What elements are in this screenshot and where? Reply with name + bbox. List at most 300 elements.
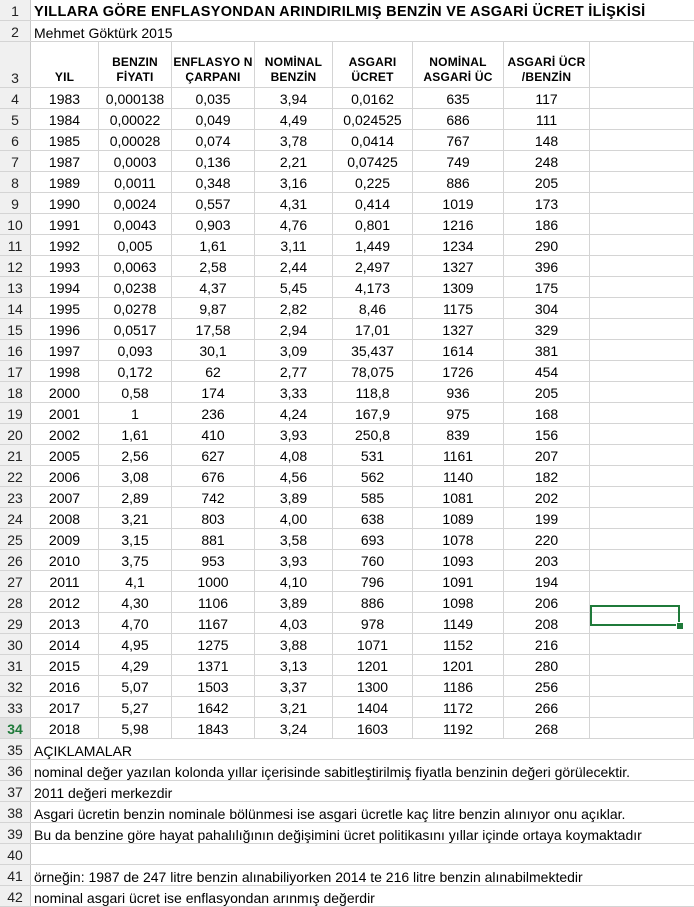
row-header[interactable]: 21 <box>0 445 31 465</box>
sheet-row[interactable] <box>0 109 694 130</box>
row-header[interactable]: 23 <box>0 487 31 507</box>
data-cell[interactable]: 1,61 <box>172 235 255 255</box>
data-cell[interactable]: 4,76 <box>255 214 333 234</box>
data-cell[interactable]: 0,00022 <box>99 109 172 129</box>
row-header[interactable]: 32 <box>0 676 31 696</box>
sheet-row[interactable] <box>0 193 694 214</box>
empty-cell[interactable] <box>590 235 694 255</box>
data-cell[interactable]: 205 <box>504 172 590 192</box>
data-cell[interactable]: 0,225 <box>333 172 413 192</box>
data-cell[interactable]: 742 <box>172 487 255 507</box>
year-cell[interactable]: 2007 <box>31 487 99 507</box>
empty-cell[interactable] <box>590 151 694 171</box>
data-cell[interactable]: 0,0162 <box>333 88 413 108</box>
data-cell[interactable]: 0,0024 <box>99 193 172 213</box>
row-header[interactable]: 20 <box>0 424 31 444</box>
empty-cell[interactable] <box>590 718 694 738</box>
data-cell[interactable]: 531 <box>333 445 413 465</box>
data-cell[interactable]: 936 <box>413 382 504 402</box>
row-header[interactable]: 1 <box>0 0 31 20</box>
data-cell[interactable]: 2,94 <box>255 319 333 339</box>
data-cell[interactable]: 4,03 <box>255 613 333 633</box>
data-cell[interactable]: 4,00 <box>255 508 333 528</box>
data-cell[interactable]: 17,01 <box>333 319 413 339</box>
data-cell[interactable]: 3,89 <box>255 487 333 507</box>
data-cell[interactable]: 1081 <box>413 487 504 507</box>
sheet-row[interactable] <box>0 487 694 508</box>
data-cell[interactable]: 4,1 <box>99 571 172 591</box>
year-cell[interactable]: 2001 <box>31 403 99 423</box>
data-cell[interactable]: 0,0278 <box>99 298 172 318</box>
row-header[interactable]: 18 <box>0 382 31 402</box>
row-header[interactable]: 15 <box>0 319 31 339</box>
data-cell[interactable]: 1,61 <box>99 424 172 444</box>
year-cell[interactable]: 2012 <box>31 592 99 612</box>
data-cell[interactable]: 4,49 <box>255 109 333 129</box>
data-cell[interactable]: 0,07425 <box>333 151 413 171</box>
data-cell[interactable]: 1 <box>99 403 172 423</box>
empty-cell[interactable] <box>590 424 694 444</box>
data-cell[interactable]: 208 <box>504 613 590 633</box>
sheet-row[interactable] <box>0 718 694 739</box>
data-cell[interactable]: 562 <box>333 466 413 486</box>
note-text[interactable]: örneğin: 1987 de 247 litre benzin alınabiliyorken 2014 te 216 litre benzin alınabilmektedir <box>34 869 583 885</box>
data-cell[interactable]: 4,173 <box>333 277 413 297</box>
sheet-row[interactable] <box>0 172 694 193</box>
row-header[interactable]: 13 <box>0 277 31 297</box>
sheet-title[interactable]: YILLARA GÖRE ENFLASYONDAN ARINDIRILMIŞ BENZİN VE ASGARİ ÜCRET İLİŞKİSİ <box>34 4 646 20</box>
data-cell[interactable]: 4,29 <box>99 655 172 675</box>
data-cell[interactable]: 290 <box>504 235 590 255</box>
data-cell[interactable]: 803 <box>172 508 255 528</box>
note-text[interactable]: nominal değer yazılan kolonda yıllar içerisinde sabitleştirilmiş fiyatla benzinin değeri görülecektir. <box>34 764 631 780</box>
data-cell[interactable]: 410 <box>172 424 255 444</box>
year-cell[interactable]: 1993 <box>31 256 99 276</box>
data-cell[interactable]: 148 <box>504 130 590 150</box>
sheet-row[interactable] <box>0 340 694 361</box>
data-cell[interactable]: 3,08 <box>99 466 172 486</box>
row-header[interactable]: 35 <box>0 739 31 759</box>
row-header[interactable]: 4 <box>0 88 31 108</box>
data-cell[interactable]: 17,58 <box>172 319 255 339</box>
data-cell[interactable]: 236 <box>172 403 255 423</box>
data-cell[interactable]: 0,801 <box>333 214 413 234</box>
data-cell[interactable]: 0,557 <box>172 193 255 213</box>
data-cell[interactable]: 118,8 <box>333 382 413 402</box>
empty-cell[interactable] <box>590 571 694 591</box>
data-cell[interactable]: 978 <box>333 613 413 633</box>
data-cell[interactable]: 0,049 <box>172 109 255 129</box>
sheet-row[interactable] <box>0 550 694 571</box>
data-cell[interactable]: 4,30 <box>99 592 172 612</box>
data-cell[interactable]: 2,82 <box>255 298 333 318</box>
empty-cell[interactable] <box>590 172 694 192</box>
data-cell[interactable]: 676 <box>172 466 255 486</box>
year-cell[interactable]: 1983 <box>31 88 99 108</box>
row-header[interactable]: 34 <box>0 718 31 738</box>
row-header[interactable]: 17 <box>0 361 31 381</box>
data-cell[interactable]: 5,27 <box>99 697 172 717</box>
row-header[interactable]: 16 <box>0 340 31 360</box>
row-header[interactable]: 3 <box>0 42 31 87</box>
data-cell[interactable]: 1078 <box>413 529 504 549</box>
data-cell[interactable]: 0,024525 <box>333 109 413 129</box>
data-cell[interactable]: 1216 <box>413 214 504 234</box>
data-cell[interactable]: 5,98 <box>99 718 172 738</box>
data-cell[interactable]: 202 <box>504 487 590 507</box>
data-cell[interactable]: 3,58 <box>255 529 333 549</box>
data-cell[interactable]: 194 <box>504 571 590 591</box>
empty-cell[interactable] <box>590 130 694 150</box>
year-cell[interactable]: 1995 <box>31 298 99 318</box>
data-cell[interactable]: 1175 <box>413 298 504 318</box>
data-cell[interactable]: 4,10 <box>255 571 333 591</box>
row-header[interactable]: 9 <box>0 193 31 213</box>
year-cell[interactable]: 1992 <box>31 235 99 255</box>
data-cell[interactable]: 2,21 <box>255 151 333 171</box>
data-cell[interactable]: 9,87 <box>172 298 255 318</box>
empty-cell[interactable] <box>590 42 694 87</box>
data-cell[interactable]: 454 <box>504 361 590 381</box>
fill-handle[interactable] <box>676 622 684 630</box>
sheet-row[interactable] <box>0 781 694 802</box>
data-cell[interactable]: 4,24 <box>255 403 333 423</box>
data-cell[interactable]: 1071 <box>333 634 413 654</box>
data-cell[interactable]: 3,09 <box>255 340 333 360</box>
data-cell[interactable]: 78,075 <box>333 361 413 381</box>
data-cell[interactable]: 0,0011 <box>99 172 172 192</box>
empty-cell[interactable] <box>590 508 694 528</box>
data-cell[interactable]: 0,093 <box>99 340 172 360</box>
data-cell[interactable]: 207 <box>504 445 590 465</box>
sheet-row[interactable] <box>0 21 694 42</box>
empty-cell[interactable] <box>590 529 694 549</box>
data-cell[interactable]: 3,93 <box>255 550 333 570</box>
sheet-row[interactable] <box>0 424 694 445</box>
sheet-row[interactable] <box>0 403 694 424</box>
year-cell[interactable]: 1991 <box>31 214 99 234</box>
data-cell[interactable]: 638 <box>333 508 413 528</box>
year-cell[interactable]: 2017 <box>31 697 99 717</box>
row-header[interactable]: 30 <box>0 634 31 654</box>
empty-cell[interactable] <box>590 277 694 297</box>
data-cell[interactable]: 250,8 <box>333 424 413 444</box>
data-cell[interactable]: 3,15 <box>99 529 172 549</box>
empty-cell[interactable] <box>590 466 694 486</box>
data-cell[interactable]: 1309 <box>413 277 504 297</box>
data-cell[interactable]: 3,75 <box>99 550 172 570</box>
data-cell[interactable]: 1,449 <box>333 235 413 255</box>
year-cell[interactable]: 2010 <box>31 550 99 570</box>
sheet-row[interactable] <box>0 802 694 823</box>
data-cell[interactable]: 1726 <box>413 361 504 381</box>
data-cell[interactable]: 117 <box>504 88 590 108</box>
data-cell[interactable]: 0,0063 <box>99 256 172 276</box>
data-cell[interactable]: 3,78 <box>255 130 333 150</box>
year-cell[interactable]: 2005 <box>31 445 99 465</box>
data-cell[interactable]: 1091 <box>413 571 504 591</box>
column-header[interactable]: ASGARİ ÜCR /BENZİN <box>504 42 590 87</box>
data-cell[interactable]: 0,903 <box>172 214 255 234</box>
sheet-row[interactable] <box>0 256 694 277</box>
note-text[interactable]: Bu da benzine göre hayat pahalılığının değişimini ücret politikasını yıllar içinde ortaya koymaktadır <box>34 827 642 843</box>
data-cell[interactable]: 4,70 <box>99 613 172 633</box>
data-cell[interactable]: 3,89 <box>255 592 333 612</box>
data-cell[interactable]: 796 <box>333 571 413 591</box>
note-text[interactable]: 2011 değeri merkezdir <box>34 785 173 801</box>
row-header[interactable]: 7 <box>0 151 31 171</box>
data-cell[interactable]: 3,94 <box>255 88 333 108</box>
empty-cell[interactable] <box>590 340 694 360</box>
sheet-row[interactable] <box>0 445 694 466</box>
column-header[interactable]: BENZIN FİYATI <box>99 42 172 87</box>
row-header[interactable]: 25 <box>0 529 31 549</box>
author-cell[interactable]: Mehmet Göktürk 2015 <box>34 25 173 41</box>
data-cell[interactable]: 0,136 <box>172 151 255 171</box>
note-text[interactable]: Asgari ücretin benzin nominale bölünmesi ise asgari ücretle kaç litre benzin alınıyor onu açıklar. <box>34 806 626 822</box>
data-cell[interactable]: 635 <box>413 88 504 108</box>
sheet-row[interactable] <box>0 235 694 256</box>
row-header[interactable]: 27 <box>0 571 31 591</box>
empty-cell[interactable] <box>590 487 694 507</box>
year-cell[interactable]: 2013 <box>31 613 99 633</box>
year-cell[interactable]: 2018 <box>31 718 99 738</box>
data-cell[interactable]: 256 <box>504 676 590 696</box>
data-cell[interactable]: 167,9 <box>333 403 413 423</box>
row-header[interactable]: 38 <box>0 802 31 822</box>
data-cell[interactable]: 1371 <box>172 655 255 675</box>
year-cell[interactable]: 1984 <box>31 109 99 129</box>
data-cell[interactable]: 886 <box>413 172 504 192</box>
data-cell[interactable]: 749 <box>413 151 504 171</box>
data-cell[interactable]: 1186 <box>413 676 504 696</box>
row-header[interactable]: 6 <box>0 130 31 150</box>
data-cell[interactable]: 1140 <box>413 466 504 486</box>
data-cell[interactable]: 1152 <box>413 634 504 654</box>
row-header[interactable]: 33 <box>0 697 31 717</box>
row-header[interactable]: 10 <box>0 214 31 234</box>
data-cell[interactable]: 0,0238 <box>99 277 172 297</box>
sheet-row[interactable] <box>0 319 694 340</box>
column-header[interactable]: NOMİNAL BENZİN <box>255 42 333 87</box>
row-header[interactable]: 22 <box>0 466 31 486</box>
sheet-row[interactable] <box>0 886 694 907</box>
data-cell[interactable]: 0,00028 <box>99 130 172 150</box>
year-cell[interactable]: 2002 <box>31 424 99 444</box>
sheet-row[interactable] <box>0 634 694 655</box>
data-cell[interactable]: 2,77 <box>255 361 333 381</box>
data-cell[interactable]: 4,08 <box>255 445 333 465</box>
empty-cell[interactable] <box>590 109 694 129</box>
data-cell[interactable]: 1093 <box>413 550 504 570</box>
data-cell[interactable]: 266 <box>504 697 590 717</box>
row-header[interactable]: 36 <box>0 760 31 780</box>
year-cell[interactable]: 1989 <box>31 172 99 192</box>
year-cell[interactable]: 2015 <box>31 655 99 675</box>
data-cell[interactable]: 2,58 <box>172 256 255 276</box>
empty-cell[interactable] <box>590 634 694 654</box>
data-cell[interactable]: 186 <box>504 214 590 234</box>
data-cell[interactable]: 1106 <box>172 592 255 612</box>
year-cell[interactable]: 1985 <box>31 130 99 150</box>
row-header[interactable]: 42 <box>0 886 31 906</box>
data-cell[interactable]: 173 <box>504 193 590 213</box>
data-cell[interactable]: 199 <box>504 508 590 528</box>
row-header[interactable]: 37 <box>0 781 31 801</box>
sheet-row[interactable] <box>0 676 694 697</box>
data-cell[interactable]: 0,348 <box>172 172 255 192</box>
data-cell[interactable]: 0,414 <box>333 193 413 213</box>
data-cell[interactable]: 839 <box>413 424 504 444</box>
row-header[interactable]: 5 <box>0 109 31 129</box>
sheet-row[interactable] <box>0 529 694 550</box>
column-header[interactable]: ENFLASYO N ÇARPANI <box>172 42 255 87</box>
empty-cell[interactable] <box>590 193 694 213</box>
year-cell[interactable]: 2008 <box>31 508 99 528</box>
data-cell[interactable]: 1192 <box>413 718 504 738</box>
data-cell[interactable]: 767 <box>413 130 504 150</box>
data-cell[interactable]: 268 <box>504 718 590 738</box>
data-cell[interactable]: 156 <box>504 424 590 444</box>
note-text[interactable]: nominal asgari ücret ise enflasyondan arınmış değerdir <box>34 890 375 906</box>
data-cell[interactable]: 396 <box>504 256 590 276</box>
empty-cell[interactable] <box>590 298 694 318</box>
data-cell[interactable]: 1019 <box>413 193 504 213</box>
year-cell[interactable]: 1987 <box>31 151 99 171</box>
data-cell[interactable]: 0,0043 <box>99 214 172 234</box>
data-cell[interactable]: 2,497 <box>333 256 413 276</box>
data-cell[interactable]: 881 <box>172 529 255 549</box>
data-cell[interactable]: 4,56 <box>255 466 333 486</box>
sheet-row[interactable] <box>0 865 694 886</box>
year-cell[interactable]: 2011 <box>31 571 99 591</box>
sheet-row[interactable] <box>0 571 694 592</box>
data-cell[interactable]: 1089 <box>413 508 504 528</box>
year-cell[interactable]: 2009 <box>31 529 99 549</box>
data-cell[interactable]: 1327 <box>413 319 504 339</box>
empty-cell[interactable] <box>590 403 694 423</box>
empty-cell[interactable] <box>590 445 694 465</box>
data-cell[interactable]: 1275 <box>172 634 255 654</box>
sheet-row[interactable] <box>0 739 694 760</box>
data-cell[interactable]: 760 <box>333 550 413 570</box>
row-header[interactable]: 19 <box>0 403 31 423</box>
empty-cell[interactable] <box>590 88 694 108</box>
data-cell[interactable]: 1327 <box>413 256 504 276</box>
data-cell[interactable]: 5,45 <box>255 277 333 297</box>
sheet-row[interactable] <box>0 655 694 676</box>
year-cell[interactable]: 1990 <box>31 193 99 213</box>
data-cell[interactable]: 2,44 <box>255 256 333 276</box>
data-cell[interactable]: 304 <box>504 298 590 318</box>
sheet-row[interactable] <box>0 298 694 319</box>
column-header[interactable]: ASGARI ÜCRET <box>333 42 413 87</box>
data-cell[interactable]: 686 <box>413 109 504 129</box>
year-cell[interactable]: 1998 <box>31 361 99 381</box>
data-cell[interactable]: 111 <box>504 109 590 129</box>
data-cell[interactable]: 1843 <box>172 718 255 738</box>
empty-cell[interactable] <box>590 214 694 234</box>
row-header[interactable]: 2 <box>0 21 31 41</box>
data-cell[interactable]: 1404 <box>333 697 413 717</box>
data-cell[interactable]: 1201 <box>333 655 413 675</box>
empty-cell[interactable] <box>590 550 694 570</box>
data-cell[interactable]: 975 <box>413 403 504 423</box>
data-cell[interactable]: 1098 <box>413 592 504 612</box>
data-cell[interactable]: 0,0003 <box>99 151 172 171</box>
row-header[interactable]: 31 <box>0 655 31 675</box>
data-cell[interactable]: 30,1 <box>172 340 255 360</box>
row-header[interactable]: 8 <box>0 172 31 192</box>
empty-cell[interactable] <box>590 655 694 675</box>
data-cell[interactable]: 1503 <box>172 676 255 696</box>
data-cell[interactable]: 4,37 <box>172 277 255 297</box>
data-cell[interactable]: 168 <box>504 403 590 423</box>
sheet-row[interactable] <box>0 508 694 529</box>
data-cell[interactable]: 4,31 <box>255 193 333 213</box>
row-header[interactable]: 11 <box>0 235 31 255</box>
notes-heading[interactable]: AÇIKLAMALAR <box>34 743 133 759</box>
data-cell[interactable]: 0,58 <box>99 382 172 402</box>
data-cell[interactable]: 248 <box>504 151 590 171</box>
data-cell[interactable]: 35,437 <box>333 340 413 360</box>
data-cell[interactable]: 280 <box>504 655 590 675</box>
row-header[interactable]: 40 <box>0 844 31 864</box>
data-cell[interactable]: 953 <box>172 550 255 570</box>
data-cell[interactable]: 216 <box>504 634 590 654</box>
year-cell[interactable]: 2016 <box>31 676 99 696</box>
row-header[interactable]: 41 <box>0 865 31 885</box>
data-cell[interactable]: 329 <box>504 319 590 339</box>
data-cell[interactable]: 0,172 <box>99 361 172 381</box>
data-cell[interactable]: 5,07 <box>99 676 172 696</box>
sheet-row[interactable] <box>0 466 694 487</box>
sheet-row[interactable] <box>0 151 694 172</box>
data-cell[interactable]: 0,0414 <box>333 130 413 150</box>
sheet-row[interactable] <box>0 88 694 109</box>
data-cell[interactable]: 0,000138 <box>99 88 172 108</box>
year-cell[interactable]: 1997 <box>31 340 99 360</box>
data-cell[interactable]: 206 <box>504 592 590 612</box>
data-cell[interactable]: 8,46 <box>333 298 413 318</box>
data-cell[interactable]: 182 <box>504 466 590 486</box>
year-cell[interactable]: 2014 <box>31 634 99 654</box>
data-cell[interactable]: 2,89 <box>99 487 172 507</box>
data-cell[interactable]: 3,13 <box>255 655 333 675</box>
data-cell[interactable]: 3,16 <box>255 172 333 192</box>
row-header[interactable]: 26 <box>0 550 31 570</box>
data-cell[interactable]: 4,95 <box>99 634 172 654</box>
data-cell[interactable]: 1172 <box>413 697 504 717</box>
year-cell[interactable]: 2000 <box>31 382 99 402</box>
row-header[interactable]: 12 <box>0 256 31 276</box>
data-cell[interactable]: 1161 <box>413 445 504 465</box>
year-cell[interactable]: 1994 <box>31 277 99 297</box>
row-header[interactable]: 24 <box>0 508 31 528</box>
sheet-row[interactable] <box>0 42 694 88</box>
data-cell[interactable]: 62 <box>172 361 255 381</box>
empty-cell[interactable] <box>590 256 694 276</box>
data-cell[interactable]: 2,56 <box>99 445 172 465</box>
row-header[interactable]: 29 <box>0 613 31 633</box>
column-header[interactable]: NOMİNAL ASGARİ ÜC <box>413 42 504 87</box>
data-cell[interactable]: 205 <box>504 382 590 402</box>
data-cell[interactable]: 1201 <box>413 655 504 675</box>
data-cell[interactable]: 174 <box>172 382 255 402</box>
data-cell[interactable]: 1603 <box>333 718 413 738</box>
row-header[interactable]: 14 <box>0 298 31 318</box>
data-cell[interactable]: 886 <box>333 592 413 612</box>
